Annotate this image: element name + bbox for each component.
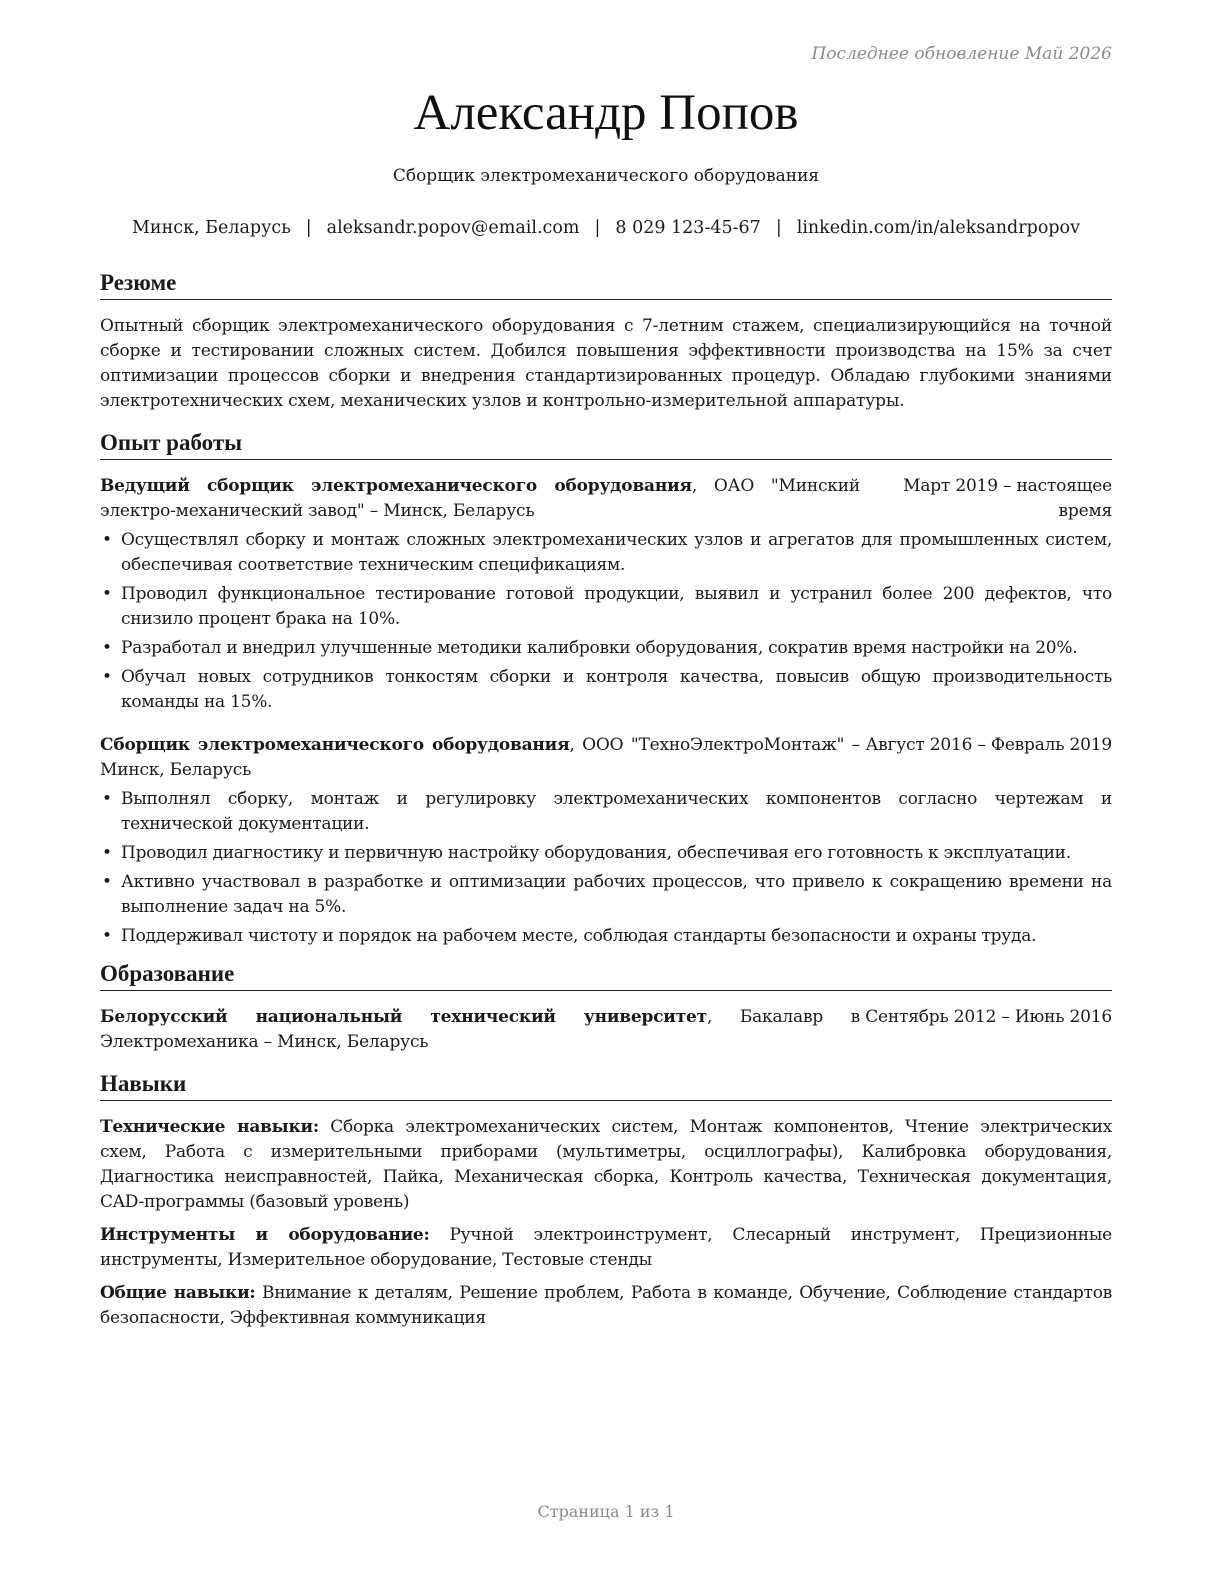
separator: | <box>305 218 312 238</box>
job-dates: Март 2019 – настоящее время <box>903 476 1112 521</box>
skill-group <box>100 1281 1112 1331</box>
page-number: Страница 1 из 1 <box>537 1502 675 1521</box>
separator: | <box>775 218 782 238</box>
summary-title: Резюме <box>100 268 1112 300</box>
skill-group-text: Внимание к деталям, Решение проблем, Работа в команде, Обучение, Соблюдение стандартов безопасности, Эффективная коммуникация <box>100 1283 1112 1328</box>
experience-section <box>100 428 1112 949</box>
skill-group-text: Сборка электромеханических систем, Монтаж компонентов, Чтение электрических схем, Работа с измерительными приборами (мультиметры, осциллографы), Калибровка оборудования, Диагностика неисправностей, Пайка, Механическая сборка, Контроль качества, Техническая документация, CAD-программы (базовый уровень) <box>100 1117 1113 1212</box>
education-school: Белорусский национальный технический университет <box>100 1007 707 1027</box>
contact-linkedin[interactable]: linkedin.com/in/aleksandrpopov <box>796 218 1080 238</box>
list-item: • Активно участвовал в разработке и оптимизации рабочих процессов, что привело к сокращению времени на выполнение задач на 5%. <box>100 870 1112 920</box>
job-role: Ведущий сборщик электромеханического оборудования <box>100 476 692 496</box>
education-title: Образование <box>100 959 1112 991</box>
job-bullets <box>100 528 1112 715</box>
job-role-org <box>100 474 860 524</box>
resume-body <box>100 268 1112 1339</box>
list-item: • Разработал и внедрил улучшенные методики калибровки оборудования, сократив время настройки на 20%. <box>100 636 1112 661</box>
list-item: • Обучал новых сотрудников тонкостям сборки и контроля качества, повысив общую производительность команды на 15%. <box>100 665 1112 715</box>
education-details: , Бакалавр в Электромеханика – Минск, Беларусь <box>100 1007 860 1052</box>
contact-phone[interactable]: 8 029 123-45-67 <box>615 218 761 238</box>
education-school-degree <box>100 1005 860 1055</box>
summary-text: Опытный сборщик электромеханического оборудования с 7-летним стажем, специализирующийся на точной сборке и тестировании сложных систем. Добился повышения эффективности производства на 15% за счет оптимизации процессов сборки и внедрения стандартизированных процедур. Обладаю глубокими знаниями электротехнических схем, механических узлов и контрольно-измерительной аппаратуры. <box>100 316 1112 411</box>
candidate-name: Александр Попов <box>413 85 799 141</box>
job-title: Сборщик электромеханического оборудования <box>392 166 820 186</box>
skills-section <box>100 1069 1112 1331</box>
job-entry <box>100 733 1112 949</box>
education-section <box>100 959 1112 1055</box>
education-dates: Сентябрь 2012 – Июнь 2016 <box>865 1007 1112 1027</box>
separator: | <box>594 218 601 238</box>
list-item: • Поддерживал чистоту и порядок на рабочем месте, соблюдая стандарты безопасности и охраны труда. <box>100 924 1112 949</box>
contact-email[interactable]: aleksandr.popov@email.com <box>326 218 580 238</box>
job-org: , ОАО "Минский электро-механический завод" – Минск, Беларусь <box>100 476 860 521</box>
skill-group <box>100 1223 1112 1273</box>
job-bullets <box>100 787 1112 949</box>
education-entry <box>100 1005 1112 1055</box>
skill-group-label: Технические навыки: <box>100 1117 319 1137</box>
job-org: , ООО "ТехноЭлектроМонтаж" – Минск, Беларусь <box>100 735 860 780</box>
job-role-org <box>100 733 860 783</box>
job-header <box>100 474 1112 524</box>
job-dates: Август 2016 – Февраль 2019 <box>865 735 1112 755</box>
job-role: Сборщик электромеханического оборудования <box>100 735 570 755</box>
list-item: • Выполнял сборку, монтаж и регулировку электромеханических компонентов согласно чертежам и технической документации. <box>100 787 1112 837</box>
job-entry <box>100 474 1112 715</box>
last-updated: Последнее обновление Май 2026 <box>811 44 1112 64</box>
contact-line <box>0 218 1212 238</box>
skill-group-label: Инструменты и оборудование: <box>100 1225 430 1245</box>
skill-group-label: Общие навыки: <box>100 1283 256 1303</box>
list-item: • Проводил диагностику и первичную настройку оборудования, обеспечивая его готовность к эксплуатации. <box>100 841 1112 866</box>
skills-title: Навыки <box>100 1069 1112 1101</box>
summary-section <box>100 268 1112 414</box>
skill-group <box>100 1115 1112 1215</box>
skill-group-text: Ручной электроинструмент, Слесарный инструмент, Прецизионные инструменты, Измерительное оборудование, Тестовые стенды <box>100 1225 1112 1270</box>
contact-location: Минск, Беларусь <box>132 218 291 238</box>
list-item: • Проводил функциональное тестирование готовой продукции, выявил и устранил более 200 дефектов, что снизило процент брака на 10%. <box>100 582 1112 632</box>
job-header <box>100 733 1112 783</box>
list-item: • Осуществлял сборку и монтаж сложных электромеханических узлов и агрегатов для промышленных систем, обеспечивая соответствие техническим спецификациям. <box>100 528 1112 578</box>
experience-title: Опыт работы <box>100 428 1112 460</box>
